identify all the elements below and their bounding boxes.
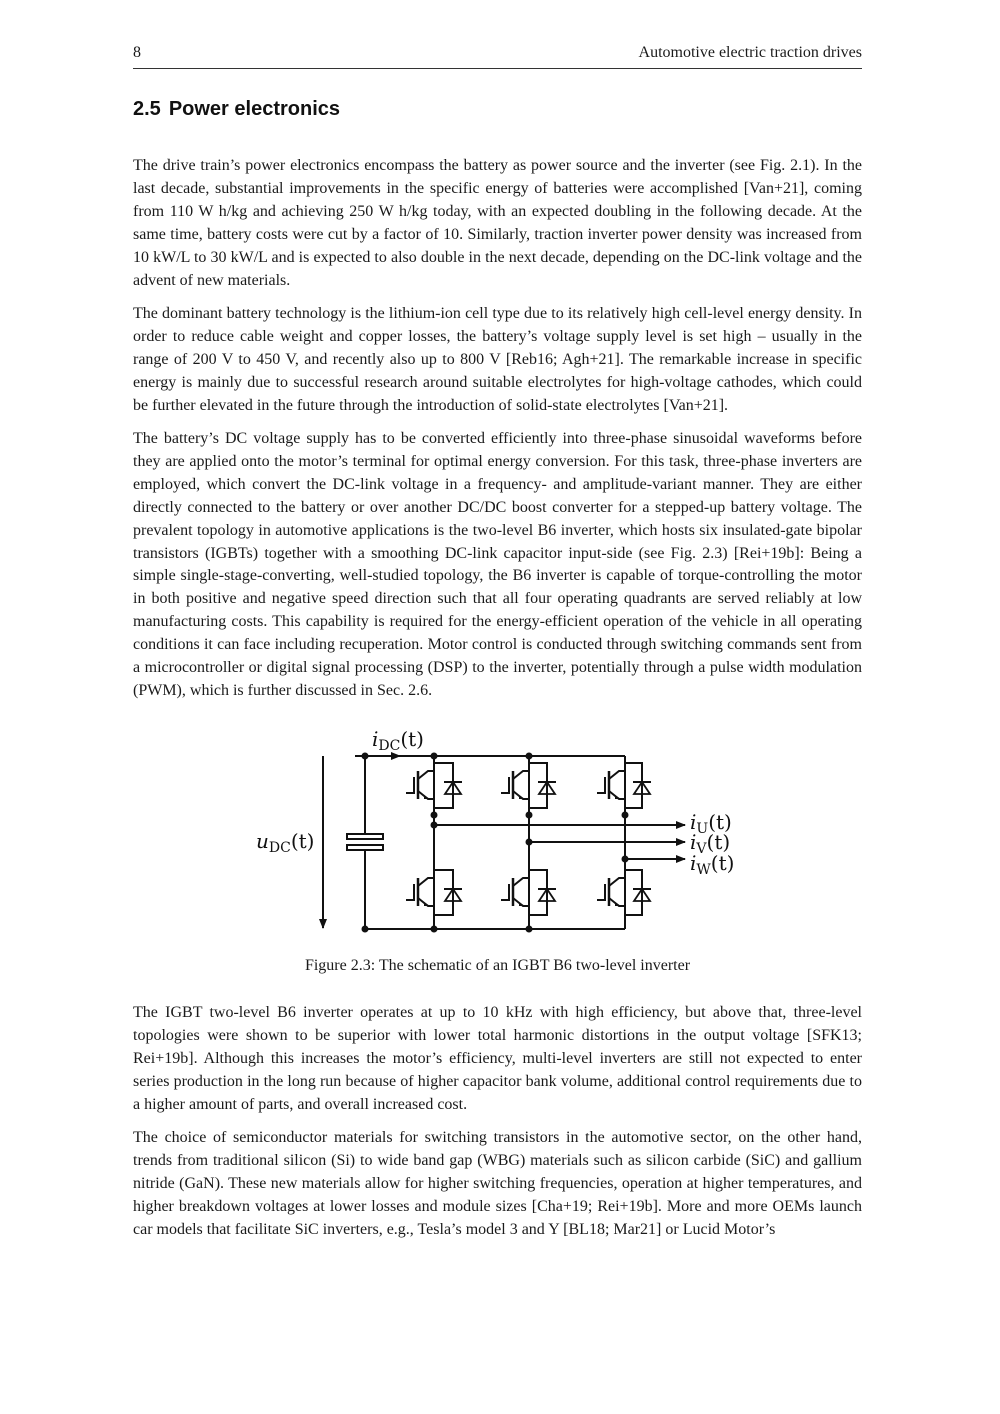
diode-upper-v bbox=[538, 778, 556, 798]
page-number: 8 bbox=[133, 44, 141, 61]
paragraph-4: The IGBT two-level B6 inverter operates at up to 10 kHz with high efficiency, but above that, three-level topologies were shown to be superior with lower total harmonic distortions in the output voltage [SFK13; Rei+19b]. Although this increases the motor’s efficiency, multi-level inverters are still not expected to enter series production in the long run because of higher capacitor bank volume, additional control requirements due to a higher amount of parts, and overall increased cost. bbox=[133, 1004, 862, 1113]
diode-lower-v bbox=[538, 885, 556, 905]
igbt-lower-v bbox=[501, 878, 529, 906]
running-title: Automotive electric traction drives bbox=[638, 44, 862, 61]
label-i-w: $i_W(t)$ bbox=[690, 851, 735, 878]
paragraph-5: The choice of semiconductor materials for switching transistors in the automotive sector, on the other hand, trends from traditional silicon (Si) to wide band gap (WBG) materials such as silicon carbide (SiC) and gallium nitride (GaN). These new materials allow for higher switching frequencies, operation at higher temperatures, and higher breakdown voltages at lower losses and module sizes [Cha+19; Rei+19b]. More and more OEMs launch car models that facilitate SiC inverters, e.g., Tesla’s model 3 and Y [BL18; Mar21] or Lucid Motor’s bbox=[133, 1129, 862, 1238]
diode-lower-u bbox=[444, 885, 462, 905]
diode-upper-u bbox=[444, 778, 462, 798]
label-i-v: $i_V(t)$ bbox=[690, 830, 731, 857]
running-header bbox=[133, 44, 862, 69]
igbt-lower-u bbox=[406, 878, 434, 906]
igbt-lower-w bbox=[597, 878, 625, 906]
figure-caption: Figure 2.3: The schematic of an IGBT B6 two-level inverter bbox=[304, 957, 691, 974]
igbt-upper-w bbox=[597, 771, 625, 799]
diode-upper-w bbox=[633, 778, 651, 798]
label-u-dc: $u_{DC}(t)$ bbox=[256, 829, 315, 856]
igbt-upper-v bbox=[501, 771, 529, 799]
inverter-schematic bbox=[250, 718, 750, 943]
paragraph-2: The dominant battery technology is the lithium-ion cell type due to its relatively high cell-level energy density. In order to reduce cable weight and copper losses, the battery’s voltage supply level is set high – usually in the range of 200 V to 450 V, and recently also up to 800 V [Reb16; Agh+21]. The remarkable increase in specific energy is mainly due to successful research around suitable electrolytes for high-voltage cathodes, which could be further elevated in the future through the introduction of solid-state electrolytes [Van+21]. bbox=[133, 305, 862, 414]
dc-link-capacitor bbox=[347, 834, 383, 850]
diode-lower-w bbox=[633, 885, 651, 905]
paragraph-3: The battery’s DC voltage supply has to be converted efficiently into three-phase sinusoidal waveforms before they are applied onto the motor’s terminal for optimal energy conversion. For this task, three-phase inverters are employed, which convert the DC-link voltage in a frequency- and amplitude-variant manner. They are either directly connected to the battery or over another DC/DC boost converter for a stepped-up battery voltage. The prevalent topology in automotive applications is the two-level B6 inverter, which hosts six insulated-gate bipolar transistors (IGBTs) together with a smoothing DC-link capacitor input-side (see Fig. 2.3) [Rei+19b]: Being a simple single-stage-converting, well-studied topology, the B6 inverter is capable of torque-controlling the motor in both positive and negative speed direction such that all four operating quadrants are served reliably at low manufacturing costs. This capability is required for the energy-efficient operation of the vehicle in all operating conditions it can face including recuperation. Motor control is conducted through switching commands sent from a microcontroller or digital signal processing (DSP) to the inverter, potentially through a pulse width modulation (PWM), which is further discussed in Sec. 2.6. bbox=[133, 430, 862, 699]
inverter-schematic-figure bbox=[250, 718, 750, 943]
section-heading bbox=[133, 98, 340, 121]
section-number: 2.5 bbox=[133, 98, 161, 120]
paragraph-1: The drive train’s power electronics encompass the battery as power source and the inverter (see Fig. 2.1). In the last decade, substantial improvements in the specific energy of batteries were accomplished [Van+21], coming from 110 W h/kg and achieving 250 W h/kg today, with an expected doubling in the following decade. At the same time, battery costs were cut by a factor of 10. Similarly, traction inverter power density was increased from 10 kW/L to 30 kW/L and is expected to also double in the next decade, depending on the DC-link voltage and the advent of new materials. bbox=[133, 157, 862, 289]
label-i-u: $i_U(t)$ bbox=[690, 810, 732, 837]
circuit-wiring bbox=[323, 756, 685, 929]
igbt-upper-u bbox=[406, 771, 434, 799]
section-title: Power electronics bbox=[168, 98, 340, 120]
label-i-dc: $i_{DC}(t)$ bbox=[372, 727, 424, 754]
